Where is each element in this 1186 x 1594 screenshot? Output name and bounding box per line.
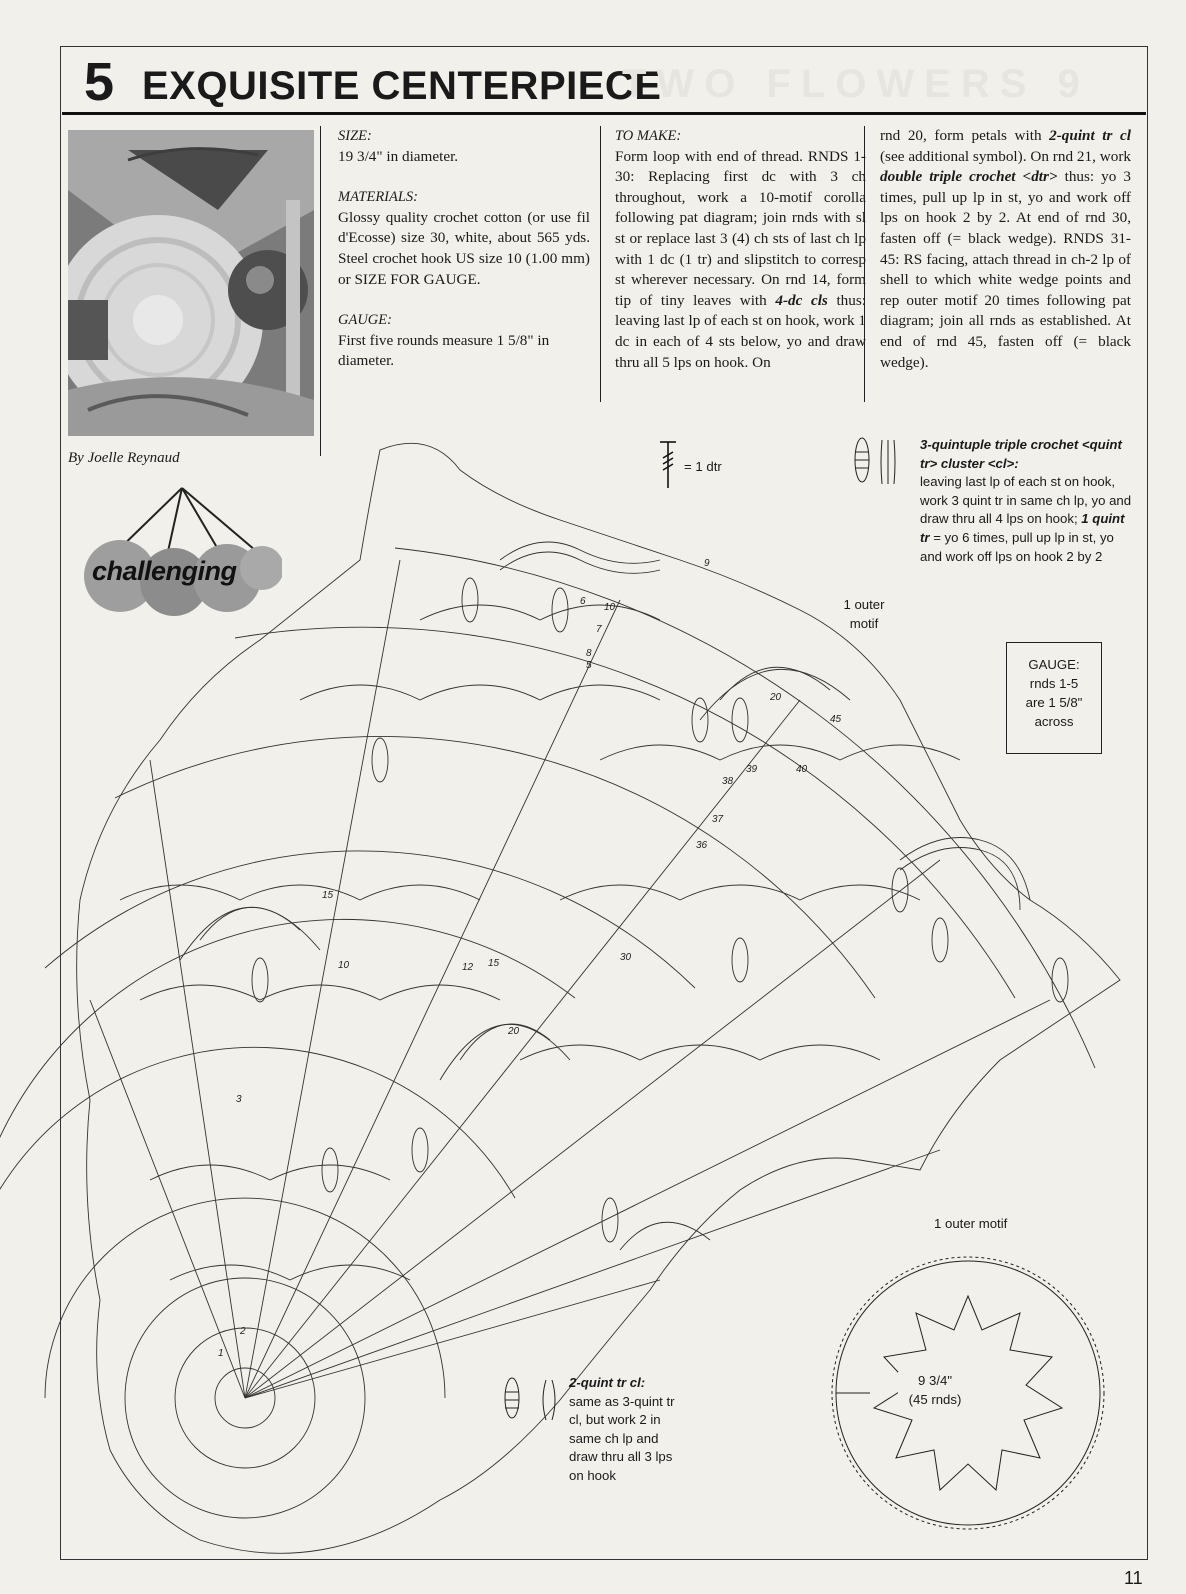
round-number: 9: [704, 558, 710, 569]
term-4dc-cls: 4-dc cls: [775, 291, 828, 309]
round-number: 45: [830, 714, 842, 725]
round-number: 36: [696, 840, 708, 851]
pattern-number: 5: [84, 52, 115, 112]
cluster-2-title: 2-quint tr cl:: [569, 1375, 646, 1390]
difficulty-label: challenging: [92, 556, 237, 586]
dtr-legend: = 1 dtr: [684, 459, 722, 474]
round-number: 15: [322, 890, 334, 901]
cluster-2-text: same as 3-quint tr cl, but work 2 in same ch lp and draw thru all 3 lps on hook: [569, 1393, 675, 1483]
cluster-3-text: [920, 473, 1136, 566]
to-make-text-b: thus: leaving last lp of each st on hook, work 1 dc in each of 4 sts below, yo and draw thru all 5 lps on hook. On: [615, 291, 866, 371]
round-number: 8: [586, 648, 592, 659]
page-title: EXQUISITE CENTERPIECE: [142, 64, 662, 108]
term-quint-tr: 1 quint tr: [920, 511, 1125, 545]
round-number: 20: [770, 692, 782, 703]
round-number: 39: [746, 764, 758, 775]
cluster-3-symbol-icon: [855, 438, 895, 484]
term-2quint-tr-cl: 2-quint tr cl: [1049, 127, 1131, 144]
gauge-box-line: rnds 1-5: [1029, 676, 1079, 691]
cluster-3-text-b: = yo 6 times, pull up lp in st, yo and work off lps on hook 2 by 2: [920, 529, 1114, 564]
cluster-3-text-a: leaving last lp of each st on hook, work 3 quint tr in same ch lp, yo and draw thru all 4 lps on hook;: [920, 474, 1132, 527]
materials-label: MATERIALS:: [338, 189, 419, 206]
round-number: 1: [218, 1348, 224, 1359]
round-number: 2: [240, 1326, 246, 1337]
page-number: 11: [1124, 1568, 1143, 1588]
term-dtr: double triple crochet <dtr>: [880, 168, 1058, 186]
continued-text-c: thus: yo 3 times, pull up lp in st, yo and work off lps on hook 2 by 2. At end of rnd 30, fasten off (= black wedge). RNDS 31-45: RS facing, attach thread in ch-2 lp of shell to which white wedge points and rep outer motif 20 times following pat diagram; join all rnds as established. At end of rnd 45, fasten off (= black wedge).: [880, 168, 1131, 371]
gauge-box-line: across: [1034, 714, 1074, 729]
size-value: 19 3/4" in diameter.: [338, 147, 459, 165]
round-number: 12: [462, 962, 474, 973]
gauge-label: GAUGE:: [338, 312, 392, 329]
round-number: 30: [620, 952, 632, 963]
round-number: 5: [586, 660, 592, 671]
schematic-size: [898, 1372, 972, 1409]
cluster-3-legend: [920, 436, 1136, 566]
materials-value: Glossy quality crochet cotton (or use fil d'Ecosse) size 30, white, about 565 yds. Steel crochet hook US size 10 (1.00 mm) or SIZE FOR GAUGE.: [338, 208, 590, 288]
dtr-symbol-icon: [660, 442, 676, 488]
gauge-box: [1006, 642, 1102, 754]
to-make-label: TO MAKE:: [615, 128, 682, 144]
outer-motif-label: 1 outer motif: [843, 597, 885, 631]
continued-text-a: rnd 20, form petals with: [880, 127, 1050, 144]
schematic-rounds: (45 rnds): [908, 1391, 962, 1407]
round-number: 7: [596, 624, 602, 635]
round-number: 3: [236, 1094, 242, 1105]
round-number: 15: [488, 958, 500, 969]
gauge-box-line: are 1 5/8": [1025, 695, 1083, 710]
outer-motif-label-schematic: 1 outer motif: [934, 1216, 1008, 1231]
size-label: SIZE:: [338, 128, 372, 144]
gauge-value: First five rounds measure 1 5/8" in diameter.: [338, 331, 550, 370]
schematic-diameter: 9 3/4": [917, 1373, 952, 1388]
continued-text-b: (see additional symbol). On rnd 21, work: [880, 147, 1131, 165]
round-number: 20: [508, 1026, 520, 1037]
round-number: 6: [580, 596, 586, 607]
ghost-title: TWO FLOWERS 9: [622, 62, 1090, 106]
to-make-text-a: Form loop with end of thread. RNDS 1-30: Replacing first dc with 3 ch throughout, work a 10-motif corolla following pat diagram; join rnds with sl st or replace last 3 (4) ch sts of last ch lp with 1 dc (1 tr) and slipstitch to corresp st wherever necessary. On rnd 14, form tip of tiny leaves with: [615, 147, 866, 309]
author-credit: By Joelle Reynaud: [68, 450, 180, 466]
cluster-3-title: 3-quintuple triple crochet <quint tr> cluster <cl>:: [920, 437, 1122, 471]
round-number: 10: [604, 602, 616, 613]
cluster-2-legend: [569, 1374, 689, 1486]
round-number: 40: [796, 764, 808, 775]
round-number: 10: [338, 960, 350, 971]
gauge-box-line: GAUGE:: [1028, 657, 1080, 672]
round-number: 38: [722, 776, 734, 787]
round-number: 37: [712, 814, 724, 825]
